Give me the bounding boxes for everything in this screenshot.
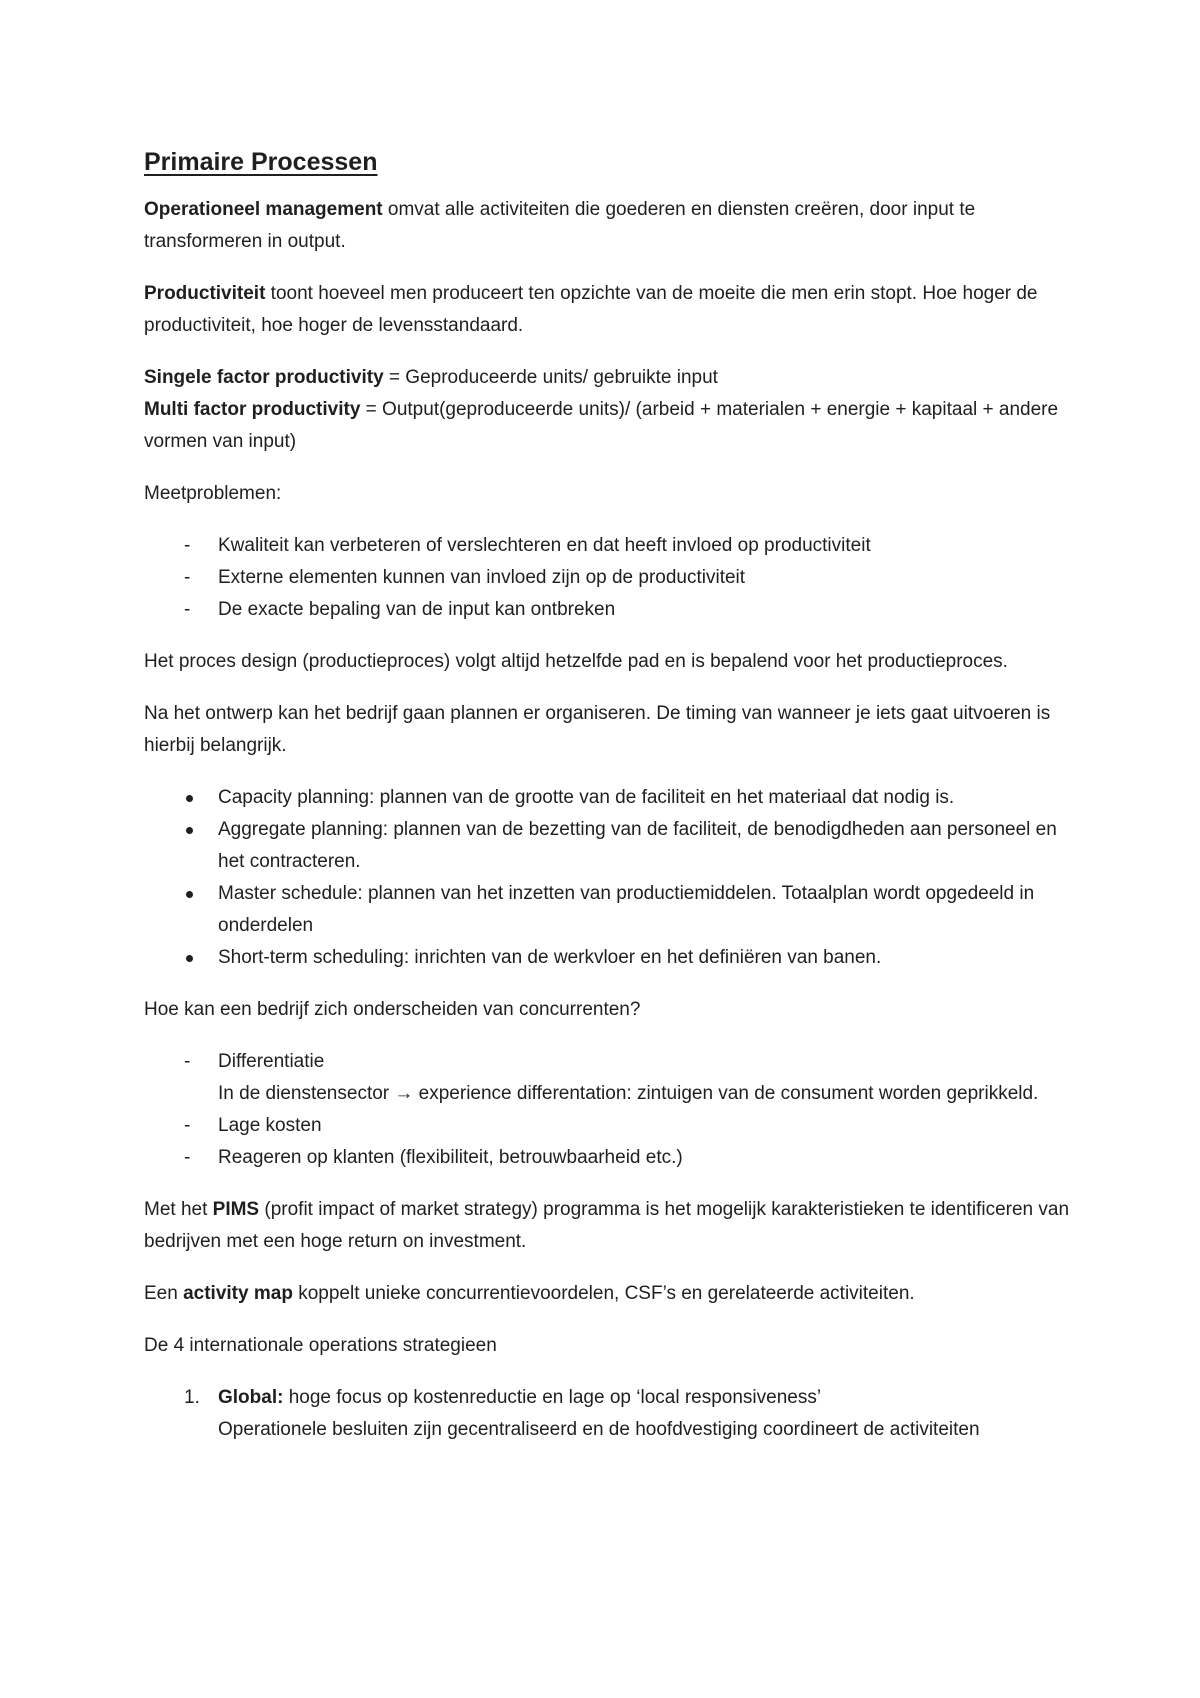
list-item: - Kwaliteit kan verbeteren of verslechteren en dat heeft invloed op productiviteit	[144, 530, 1074, 562]
strategieen-list	[144, 1382, 1074, 1446]
dash-marker: -	[184, 1147, 191, 1168]
list-item: - Externe elementen kunnen van invloed zijn op de productiviteit	[144, 562, 1074, 594]
planning-list	[144, 782, 1074, 974]
list-item: 1. Global: hoge focus op kostenreductie en lage op ‘local responsiveness’ Operationele besluiten zijn gecentraliseerd en de hoofdvestiging coordineert de activiteiten	[144, 1382, 1074, 1446]
dash-marker: -	[184, 535, 191, 556]
paragraph-operationeel-management: Operationeel management omvat alle activiteiten die goederen en diensten creëren, door input te transformeren in output.	[144, 199, 976, 252]
term-global: Global:	[218, 1387, 284, 1408]
paragraph-formulas	[144, 362, 1074, 458]
list-item: Master schedule: plannen van het inzetten van productiemiddelen. Totaalplan wordt opgedeeld in onderdelen	[218, 883, 1035, 936]
list-item-subtext: In de dienstensector → experience differentation: zintuigen van de consument worden geprikkeld.	[218, 1083, 1039, 1104]
list-item-subtext: Operationele besluiten zijn gecentraliseerd en de hoofdvestiging coordineert de activiteiten	[218, 1419, 980, 1440]
list-item: Capacity planning: plannen van de grootte van de faciliteit en het materiaal dat nodig is.	[218, 787, 955, 808]
paragraph-pims: Met het PIMS (profit impact of market strategy) programma is het mogelijk karakteristieken te identificeren van bedrijven met een hoge return on investment.	[144, 1199, 1070, 1252]
paragraph-productiviteit: Productiviteit toont hoeveel men produceert ten opzichte van de moeite die men erin stopt. Hoe hoger de productiviteit, hoe hoger de levensstandaard.	[144, 283, 1038, 336]
formula-single-factor: Singele factor productivity = Geproduceerde units/ gebruikte input	[144, 367, 718, 388]
meetproblemen-heading: Meetproblemen:	[144, 483, 282, 504]
paragraph-proces-design: Het proces design (productieproces) volgt altijd hetzelfde pad en is bepalend voor het productieproces.	[144, 651, 1008, 672]
list-item: - Reageren op klanten (flexibiliteit, betrouwbaarheid etc.)	[144, 1142, 1074, 1174]
onderscheid-list	[144, 1046, 1074, 1174]
document-page	[144, 144, 1074, 1466]
list-item: Short-term scheduling: inrichten van de werkvloer en het definiëren van banen.	[218, 947, 882, 968]
paragraph-activity-map: Een activity map koppelt unieke concurrentievoordelen, CSF’s en gerelateerde activiteiten.	[144, 1283, 915, 1304]
term-activity-map: activity map	[183, 1283, 293, 1304]
list-item: Aggregate planning: plannen van de bezetting van de faciliteit, de benodigdheden aan personeel en het contracteren.	[218, 819, 1057, 872]
paragraph-internationale-strategieen: De 4 internationale operations strategieen	[144, 1335, 497, 1356]
dash-marker: -	[184, 599, 191, 620]
term-pims: PIMS	[212, 1199, 260, 1220]
dash-marker: -	[184, 567, 191, 588]
paragraph-onderscheid: Hoe kan een bedrijf zich onderscheiden van concurrenten?	[144, 999, 641, 1020]
term-productiviteit: Productiviteit	[144, 283, 266, 304]
term-operationeel-management: Operationeel management	[144, 199, 383, 220]
list-number: 1.	[184, 1387, 200, 1408]
dash-marker: -	[184, 1051, 191, 1072]
list-item: - Lage kosten	[144, 1110, 1074, 1142]
dash-marker: -	[184, 1115, 191, 1136]
paragraph-planning: Na het ontwerp kan het bedrijf gaan plannen er organiseren. De timing van wanneer je iets gaat uitvoeren is hierbij belangrijk.	[144, 703, 1051, 756]
list-item: - Differentiatie In de dienstensector → experience differentation: zintuigen van de consument worden geprikkeld.	[144, 1046, 1074, 1110]
list-item: - De exacte bepaling van de input kan ontbreken	[144, 594, 1074, 626]
formula-multi-factor: Multi factor productivity = Output(geproduceerde units)/ (arbeid + materialen + energie + kapitaal + andere vormen van input)	[144, 399, 1059, 452]
page-title: Primaire Processen	[144, 148, 378, 176]
meetproblemen-list	[144, 530, 1074, 626]
